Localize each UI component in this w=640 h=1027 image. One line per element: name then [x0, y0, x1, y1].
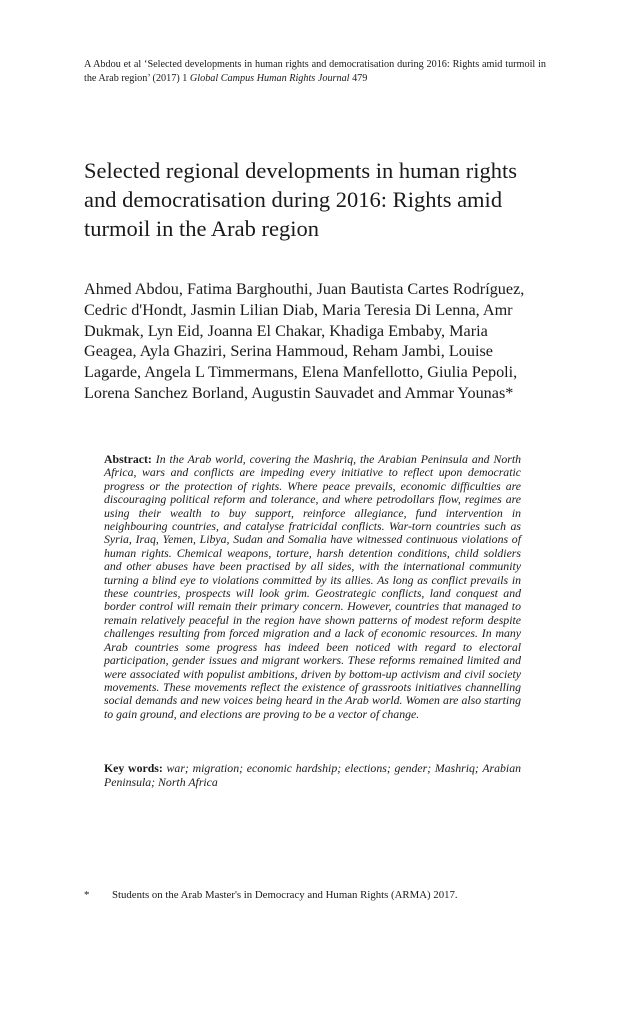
keywords-section	[104, 761, 521, 789]
abstract-text: In the Arab world, covering the Mashriq, the Arabian Peninsula and North Africa, wars and conflicts are impeding every initiative to reflect upon democratic progress or the protection of rights. Where peace prevails, economic difficulties are discouraging political reform and tolerance, and where petrodollars flow, regimes are using their wealth to buy support, reinforce allegiance, fund intervention in neighbouring countries, and catalyse fratricidal conflicts. War-torn countries such as Syria, Iraq, Yemen, Libya, Sudan and Somalia have witnessed continuous violations of human rights. Chemical weapons, torture, harsh detention conditions, child soldiers and other abuses have been practised by all sides, with the international community turning a blind eye to violations committed by its allies. As long as conflict prevails in these countries, prospects will look grim. Geostrategic conflicts, land conquest and border control will remain their primary concern. However, countries that managed to remain relatively peaceful in the region have shown patterns of modest reform despite challenges resulting from forced migration and a lack of economic resources. In many Arab countries some progress has indeed been noticed with regard to electoral participation, gender issues and migrant workers. These reforms remained limited and were associated with populist ambitions, driven by bottom-up activism and civil society movements. These movements reflect the existence of grassroots initiatives channelling social demands and new voices being heard in the Arab world. Women are also starting to gain ground, and elections are proving to be a vector of change.	[104, 452, 522, 721]
footnote	[84, 888, 544, 902]
article-title: Selected regional developments in human rights and democratisation during 2016: Rights amid turmoil in the Arab region	[84, 158, 518, 241]
citation-text-before: A Abdou et al ‘Selected developments in human rights and democratisation during 2016: Rights amid turmoil in the Arab region’ (2017) 1	[84, 59, 546, 84]
running-citation	[84, 58, 546, 86]
author-list: Ahmed Abdou, Fatima Barghouthi, Juan Bautista Cartes Rodríguez, Cedric d'Hondt, Jasmin Lilian Diab, Maria Teresia Di Lenna, Amr Dukmak, Lyn Eid, Joanna El Chakar, Khadiga Embaby, Maria Geagea, Ayla Ghaziri, Serina Hammoud, Reham Jambi, Louise Lagarde, Angela L Timmermans, Elena Manfellotto, Giulia Pepoli, Lorena Sanchez Borland, Augustin Sauvadet and Ammar Younas*	[84, 280, 525, 402]
keywords-label: Key words:	[104, 761, 163, 775]
citation-journal-name: Global Campus Human Rights Journal	[189, 73, 350, 84]
abstract-label: Abstract:	[104, 452, 152, 466]
footnote-text: Students on the Arab Master's in Democracy and Human Rights (ARMA) 2017.	[112, 889, 458, 901]
keywords-text: war; migration; economic hardship; elections; gender; Mashriq; Arabian Peninsula; North Africa	[104, 761, 522, 789]
footnote-mark: *	[84, 889, 90, 901]
abstract-section	[104, 453, 521, 721]
citation-text-after: 479	[349, 73, 368, 84]
